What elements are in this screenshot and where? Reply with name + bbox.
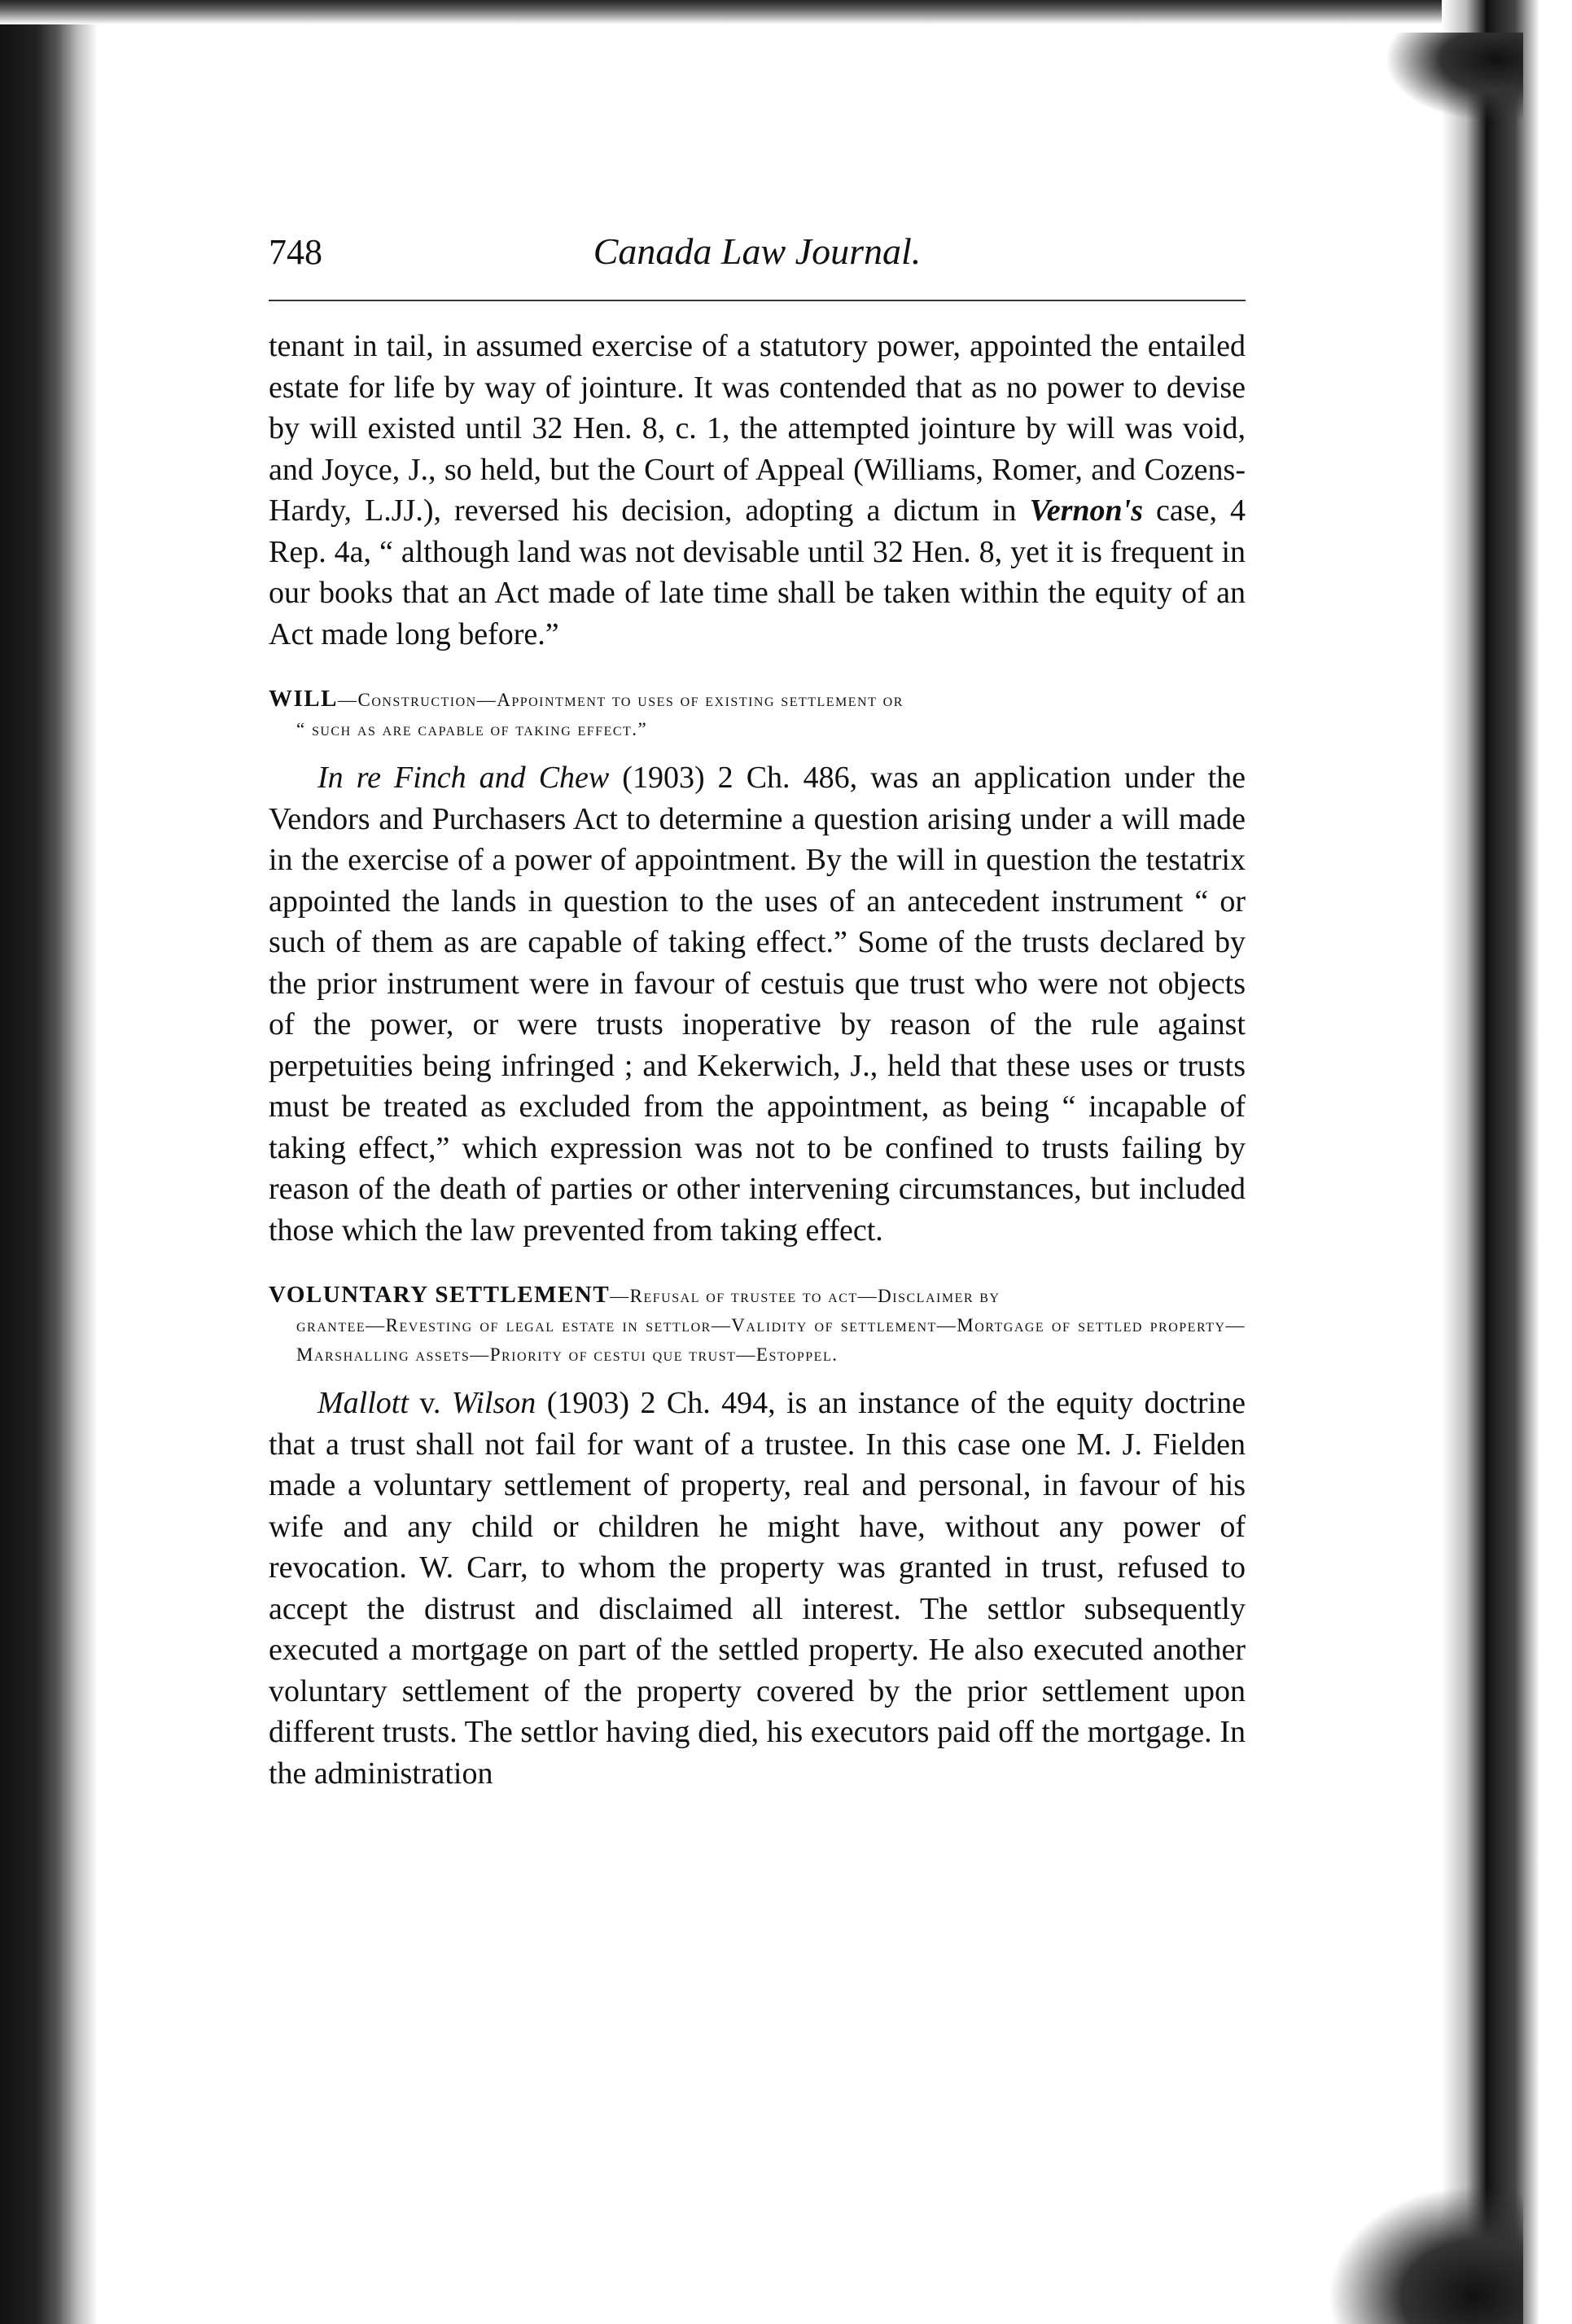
heading-subjects-continued: “ such as are capable of taking effect.” xyxy=(296,719,648,739)
case-name-defendant: Wilson xyxy=(451,1386,536,1420)
paragraph-text: (1903) 2 Ch. 494, is an instance of the equity doctrine that a trust shall not fail for want of a trustee. In this case one M. J. Fielden made a voluntary settlement of property, real and personal, in favour of his wife and any child or children he might have, without any power of revocation. W. Carr, to whom the property was granted in trust, refused to accept the distrust and disclaimed all interest. The settlor subsequently executed a mortgage on part of the settled property. He also executed another voluntary settlement of the property covered by the prior settlement upon different trusts. The settlor having died, his executors paid off the mortgage. In the administration xyxy=(269,1386,1246,1791)
scan-shadow-top xyxy=(0,0,1572,24)
scan-shadow-top-right xyxy=(1385,33,1523,122)
heading-lead: WILL xyxy=(269,686,338,712)
page-number: 748 xyxy=(269,232,322,272)
heading-subjects-continued: grantee—Revesting of legal estate in settlor—Validity of settlement—Mortgage of settled property—Marshalling assets—Priority of cestui que trust—Estoppel. xyxy=(296,1315,1246,1365)
section-heading-voluntary-settlement xyxy=(269,1280,1246,1370)
head-rule xyxy=(269,300,1246,301)
journal-title: Canada Law Journal. xyxy=(593,230,922,272)
heading-lead: VOLUNTARY SETTLEMENT xyxy=(269,1282,611,1308)
case-name-plaintiff: Mallott xyxy=(317,1386,409,1420)
case-name: Vernon's xyxy=(1029,493,1143,528)
scan-shadow-right xyxy=(1442,0,1572,2324)
paragraph-jointure xyxy=(269,326,1246,655)
running-head xyxy=(269,220,1246,285)
paragraph-mallott-v-wilson xyxy=(269,1383,1246,1794)
case-name: In re Finch and Chew xyxy=(317,761,610,795)
scan-shadow-left xyxy=(0,0,98,2324)
paragraph-finch-and-chew xyxy=(269,757,1246,1251)
paragraph-text: (1903) 2 Ch. 486, was an application under the Vendors and Purchasers Act to determine a question arising under a will made in the exercise of a power of appointment. By the will in question the testatrix appointed the lands in question to the uses of an antecedent instrument “ or such of them as are capable of taking effect.” Some of the trusts declared by the prior instrument were in favour of cestuis que trust who were not objects of the power, or were trusts inoperative by reason of the rule against perpetuities being infringed ; and Kekerwich, J., held that these uses or trusts must be treated as excluded from the appointment, as being “ incapable of taking effect,” which expression was not to be confined to trusts failing by reason of the death of parties or other intervening circumstances, but included those which the law prevented from taking effect. xyxy=(269,761,1246,1248)
paragraph-text: case, 4 Rep. 4a, “ although land was not devisable until 32 Hen. 8, yet it is frequent in our books that an Act made of late time shall be taken within the equity of an Act made long before.” xyxy=(269,493,1246,651)
article-body xyxy=(269,326,1246,1794)
heading-subjects: —Construction—Appointment to uses of existing settlement or xyxy=(337,690,904,710)
journal-page xyxy=(269,220,1246,1794)
section-heading-will xyxy=(269,684,1246,744)
paragraph-text: tenant in tail, in assumed exercise of a statutory power, appointed the entailed estate for life by way of jointure. It was contended that as no power to devise by will existed until 32 Hen. 8, c. 1, the attempted jointure by will was void, and Joyce, J., so held, but the Court of Appeal (Williams, Romer, and Cozens-Hardy, L.JJ.), reversed his decision, adopting a dictum in xyxy=(269,329,1246,528)
scan-shadow-bottom-right xyxy=(1328,2186,1523,2324)
versus: v. xyxy=(408,1386,452,1420)
heading-subjects: —Refusal of trustee to act—Disclaimer by xyxy=(610,1286,1001,1306)
